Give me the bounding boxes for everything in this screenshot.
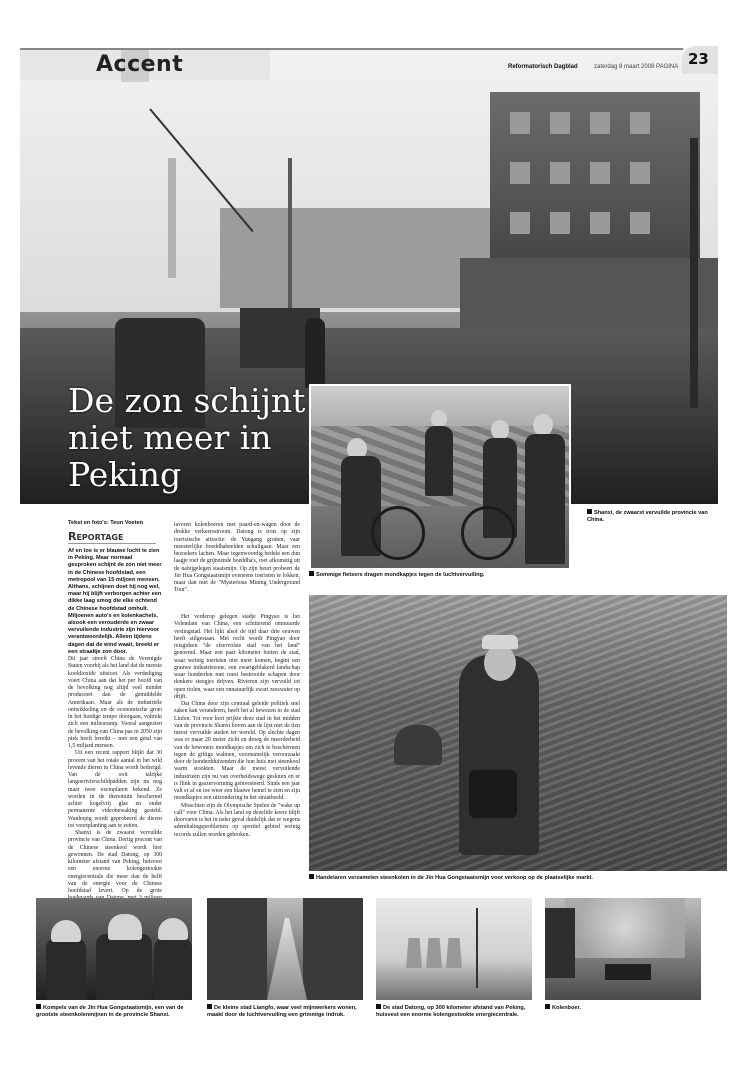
article-column-2 — [174, 522, 300, 595]
body-paragraph: Shanxi is de zwaarst vervuilde provincie van China. Dertig procent van de Chinese steenkool wordt hier gewonnen. De stad Datong, op 300 kilometer afstand van Peking, huisvest een enorme kolengestookte energiecentrale die meer dan de helft van de energie voor de Chinese hoofdstad levert. Op de grote — [68, 830, 162, 894]
coal-photo — [309, 595, 727, 871]
body-paragraph: Het verderop gelegen stadje Pingyao is het Volendam van China, een schitterend ommuurde vestingstad. Het lijkt alsof de tijd daar drie eeuwen heeft stilgestaan. Met recht wordt Pingyao door reisgidsen "de sfeervolste stad van het land" genoemd. Maar een paar kilometer buiten de stad, waar weinig toeristen niet meer komen, begint een grauwe industriezone, een zwartgeblakerd landschap waar honderden met roest bestrooide schapen door donkere steegjes drijven. Rivieren zijn vervuild tot open riolen, waar een onnatuurlijk zwart zeeswater op drijft. — [174, 614, 300, 700]
miners-photo — [36, 898, 192, 1000]
coal-farmer-photo — [545, 898, 701, 1000]
byline: Tekst en foto's: Teun Voeten — [68, 520, 143, 526]
body-paragraph: Dat China door zijn centraal geleide politiek snel zaken kan veranderen, heeft het al bewezen in de stad Linfen. Tot voor kort prijkte deze stad in het midden van de provincie Shanxi boven aan de lijst met de tien meest vervuilde steden ter wereld. Op slechte dagen was er maar 20 meter zicht en droeg de meerderheid van de bewoners mondkapjes om zich te beschermen tegen de giftige walmen, voornamelijk veroorzaakt door de honderdduizenden die hun huis met steenkool warm stookten. Maar de meest vervuilende industrieën zijn nu van overheidswege gesloten en er is flink in gaszervorming geïnvesteerd. Sinds een jaar valt er af en toe weer een blauwe hemel te zien en zijn mondkapjes een uitzondering in het straatbeeld. — [174, 701, 300, 802]
paper-name: Reformatorisch Dagblad — [508, 64, 578, 70]
article-column-3 — [174, 614, 300, 839]
cyclists-caption-text: Sommige fietsers dragen mondkapjes tegen de luchtvervuiling. — [316, 572, 485, 578]
page-number: 23 — [688, 50, 709, 68]
alley-caption-text: De kleine stad Liangfo, waar veel mijnwerkers wonen, maakt door de luchtvervuiling een grimmige indruk. — [207, 1005, 357, 1018]
coal-caption-text: Handelaren verzamelen steenkolen in de Jin Hua Gongstaatsmijn voor verkoop op de plaatselijke markt. — [316, 875, 593, 881]
coal-caption — [309, 874, 729, 882]
cyclists-caption — [309, 571, 569, 579]
miners-caption — [36, 1004, 196, 1019]
coal-farmer-caption-text: Kolenboer. — [552, 1005, 581, 1011]
lead-paragraph: Af en toe is er blauwe lucht te zien in Peking. Maar normaal gesproken schijnt de zon niet meer in de Chinese hoofdstad, een metropool van 15 miljoen mensen. Althans, schijnen doet hij nog wel, maar hij blijft verborgen achter een dikke laag smog die elke ochtend de Chinese hoofdstad omhult. Miljoenen auto's en kolenkachels, alsook een verouderde en zwaar vervuilende industrie zijn hiervoor verantwoordelijk. Alleen tijdens dagen dat de wind waait, breekt er een straaltje zon door. — [68, 548, 162, 655]
body-paragraph: Dit jaar streeft China de Verenigde Staten voorbij als het land dat de meeste kooldioxide uitstoot. Als verdediging voert China aan dat het per hoofd van de bevolking nog altijd veel minder produceert dan de gemiddelde Amerikaan. Maar als de industriële ontwikkeling en de economische groei in het huidige tempo doorgaan, voltrekt zich een milieuramp. Vooral aangezien de bevolking van China pas in 2050 zijn piek heeft bereikt – met een getal van 1,5 miljard mensen. — [68, 656, 162, 749]
miners-caption-text: Kompels van de Jin Hua Gongstaatsmijn, een van de grootste steenkolenmijnen in de provincie Shanxi. — [36, 1005, 184, 1018]
dateline: zaterdag 8 maart 2008 PAGINA — [594, 64, 679, 70]
alley-photo — [207, 898, 363, 1000]
cyclists-photo — [309, 384, 571, 570]
rubric: Reportage — [68, 530, 156, 544]
article-column-1 — [68, 656, 162, 910]
body-paragraph: laveren kolenboeren met paard-en-wagen door de drukke verkeersstroom. Datong is trots op zijn toeristische attractie: de Yungang grotten, vaar meesterlijke boeddhabeelden schuilgaan. Maar een bezoekers lachen. Maar tegenwoordig bedekt een dun laagje roet de grijnzende boeddha's, roet afkomstig uit de nabijgelegen staatsmijn. Op zijn beurt probeert de Jin Hua Gongstaatsmijn eveneens toeristen te lokken, maar dan met de "Mysterious Mining Underground Tour". — [174, 522, 300, 594]
alley-caption — [207, 1004, 367, 1019]
power-plant-caption-text: De stad Datong, op 300 kilometer afstand van Peking, huisvest een enorme kolengestookte energiecentrale. — [376, 1005, 526, 1018]
hero-caption-text: Shanxi, de zwaarst vervuilde provincie van China. — [587, 510, 708, 523]
power-plant-photo — [376, 898, 532, 1000]
hero-caption — [587, 509, 722, 524]
headline: De zon schijnt niet meer in Peking — [68, 381, 306, 494]
power-plant-caption — [376, 1004, 536, 1019]
section-label: Accent — [96, 52, 184, 77]
body-paragraph: Misschien zijn de Olympische Spelen de "wake up call" voor China. Als het land op dezelfde koers blijft doorvaren is het in ieder geval duidelijk dat er wegens ademhalingsproblemen op sportief gebied weinig records zullen worden gebroken. — [174, 802, 300, 838]
coal-farmer-caption — [545, 1004, 705, 1012]
body-paragraph: Uit een recent rapport blijkt dat 30 procent van het totale aantal in het wild levende dieren in China wordt bedreigd. Van de ooit talrijke langoerivierschildpadden zijn nu nog maar twee exemplaren bekend. Ze worden in de dierentuin beschermd achter kogelvrij glas en onder permanente videobewaking gesteld. Wanhopig wordt geprobeerd de dieren tot voortplanting aan te zetten. — [68, 750, 162, 829]
